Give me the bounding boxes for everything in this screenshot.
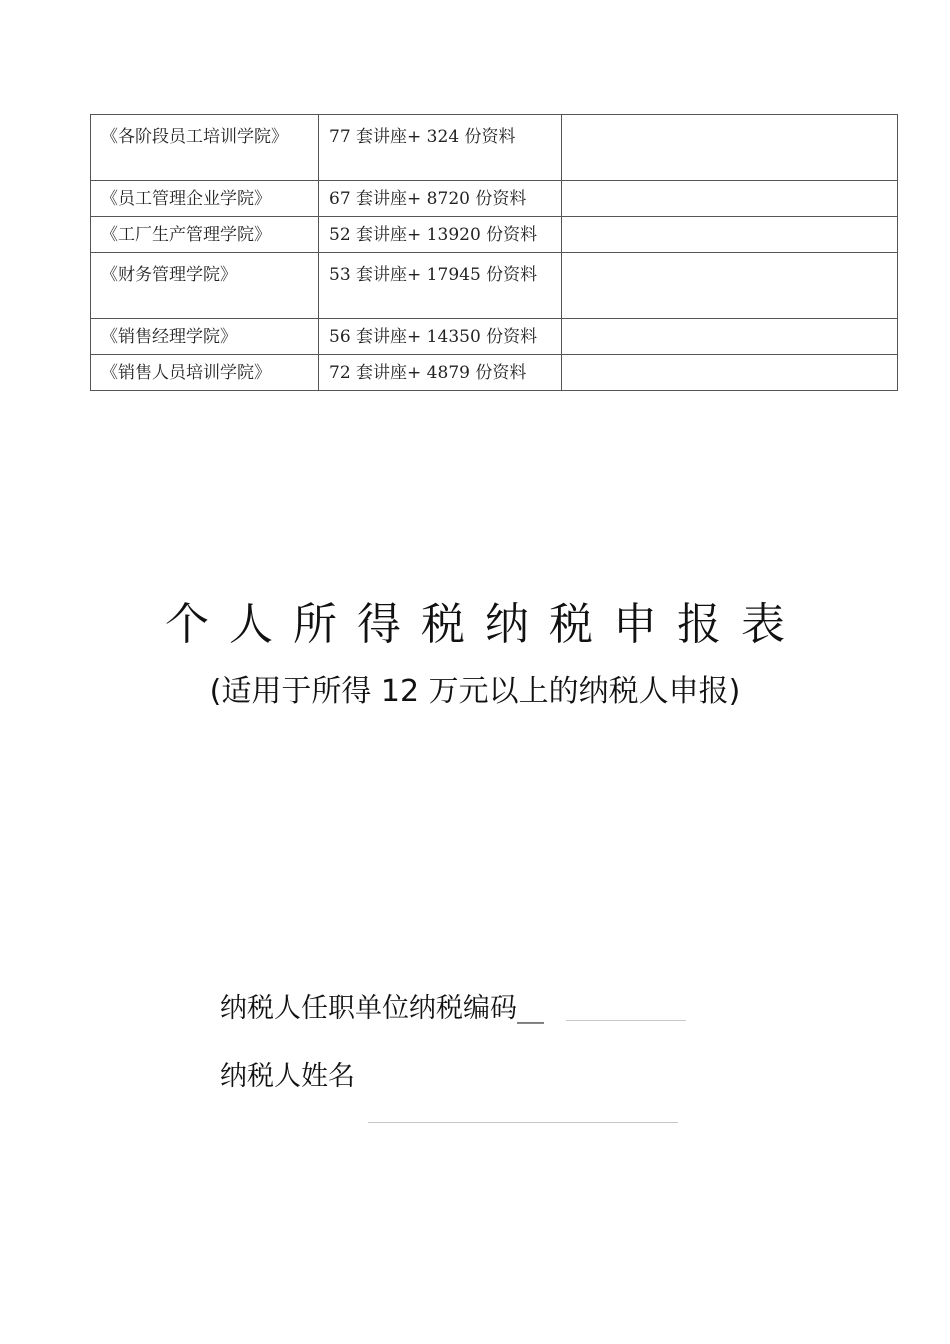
course-content-cell: 52 套讲座+ 13920 份资料 [319,217,562,253]
course-name-cell: 《各阶段员工培训学院》 [91,115,319,181]
course-content-cell: 56 套讲座+ 14350 份资料 [319,319,562,355]
course-content-cell: 72 套讲座+ 4879 份资料 [319,355,562,391]
form-title: 个人所得税纳税申报表 [165,599,805,650]
table-row [91,253,898,319]
course-name-cell: 《财务管理学院》 [91,253,319,319]
employer-tax-code-label: 纳税人任职单位纳税编码__ [220,993,544,1024]
course-note-cell [562,181,898,217]
course-note-cell [562,253,898,319]
course-content-cell: 77 套讲座+ 324 份资料 [319,115,562,181]
table-row [91,217,898,253]
employer-tax-code-field[interactable] [566,1020,686,1021]
course-content-cell: 67 套讲座+ 8720 份资料 [319,181,562,217]
course-note-cell [562,355,898,391]
course-note-cell [562,115,898,181]
course-note-cell [562,217,898,253]
courses-table [90,114,898,391]
form-subtitle: (适用于所得 12 万元以上的纳税人申报) [209,674,741,709]
course-name-cell: 《员工管理企业学院》 [91,181,319,217]
table-row [91,355,898,391]
table-row [91,115,898,181]
table-row [91,319,898,355]
course-name-cell: 《工厂生产管理学院》 [91,217,319,253]
course-note-cell [562,319,898,355]
course-name-cell: 《销售人员培训学院》 [91,355,319,391]
taxpayer-name-field[interactable] [368,1122,678,1123]
course-name-cell: 《销售经理学院》 [91,319,319,355]
taxpayer-name-label: 纳税人姓名 [220,1061,355,1092]
table-row [91,181,898,217]
course-content-cell: 53 套讲座+ 17945 份资料 [319,253,562,319]
